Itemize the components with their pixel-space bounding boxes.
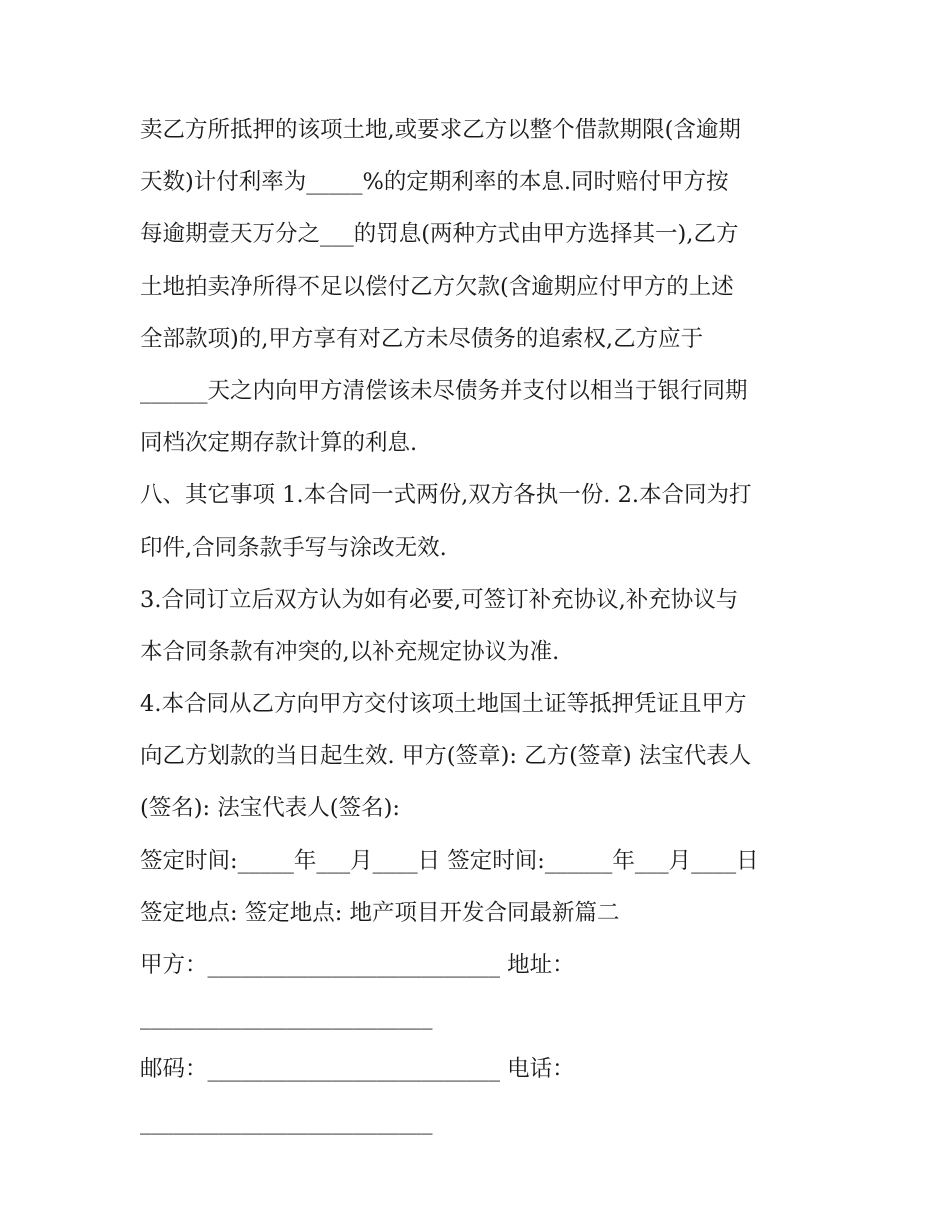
blank-fill-line: __________________________ [140, 1108, 433, 1135]
text-line: 天数)计付利率为_____%的定期利率的本息.同时赔付甲方按 [140, 169, 729, 196]
postcode-phone-line: 邮码：__________________________ 电话： [140, 1056, 575, 1083]
text-line: 全部款项)的,甲方享有对乙方未尽债务的追索权,乙方应于 [140, 325, 704, 352]
text-line: 土地拍卖净所得不足以偿付乙方欠款(含逾期应付甲方的上述 [140, 273, 734, 300]
text-line: 向乙方划款的当日起生效. 甲方(签章): 乙方(签章) 法宝代表人 [140, 743, 752, 770]
blank-fill-line: __________________________ [140, 1004, 433, 1031]
text-line: ______天之内向甲方清偿该未尽债务并支付以相当于银行同期 [140, 377, 748, 404]
text-line: 同档次定期存款计算的利息. [140, 430, 418, 457]
text-line: 本合同条款有冲突的,以补充规定协议为准. [140, 638, 560, 665]
party-a-address-line: 甲方：__________________________ 地址： [140, 952, 575, 978]
signing-place-line: 签定地点: 签定地点: 地产项目开发合同最新篇二 [140, 899, 620, 926]
section-heading-line: 八、其它事项 1.本合同一式两份,双方各执一份. 2.本合同为打 [140, 482, 752, 509]
text-line: (签名): 法宝代表人(签名): [140, 795, 400, 822]
text-line: 卖乙方所抵押的该项土地,或要求乙方以整个借款期限(含逾期 [140, 117, 741, 143]
text-line: 3.合同订立后双方认为如有必要,可签订补充协议,补充协议与 [140, 586, 739, 613]
contract-text [140, 104, 830, 1148]
text-line: 印件,合同条款手写与涂改无效. [140, 534, 447, 561]
text-line: 每逾期壹天万分之___的罚息(两种方式由甲方选择其一),乙方 [140, 221, 739, 248]
text-line: 4.本合同从乙方向甲方交付该项土地国土证等抵押凭证且甲方 [140, 691, 747, 718]
signing-date-line: 签定时间:_____年___月____日 签定时间:______年___月____日 [140, 847, 759, 874]
